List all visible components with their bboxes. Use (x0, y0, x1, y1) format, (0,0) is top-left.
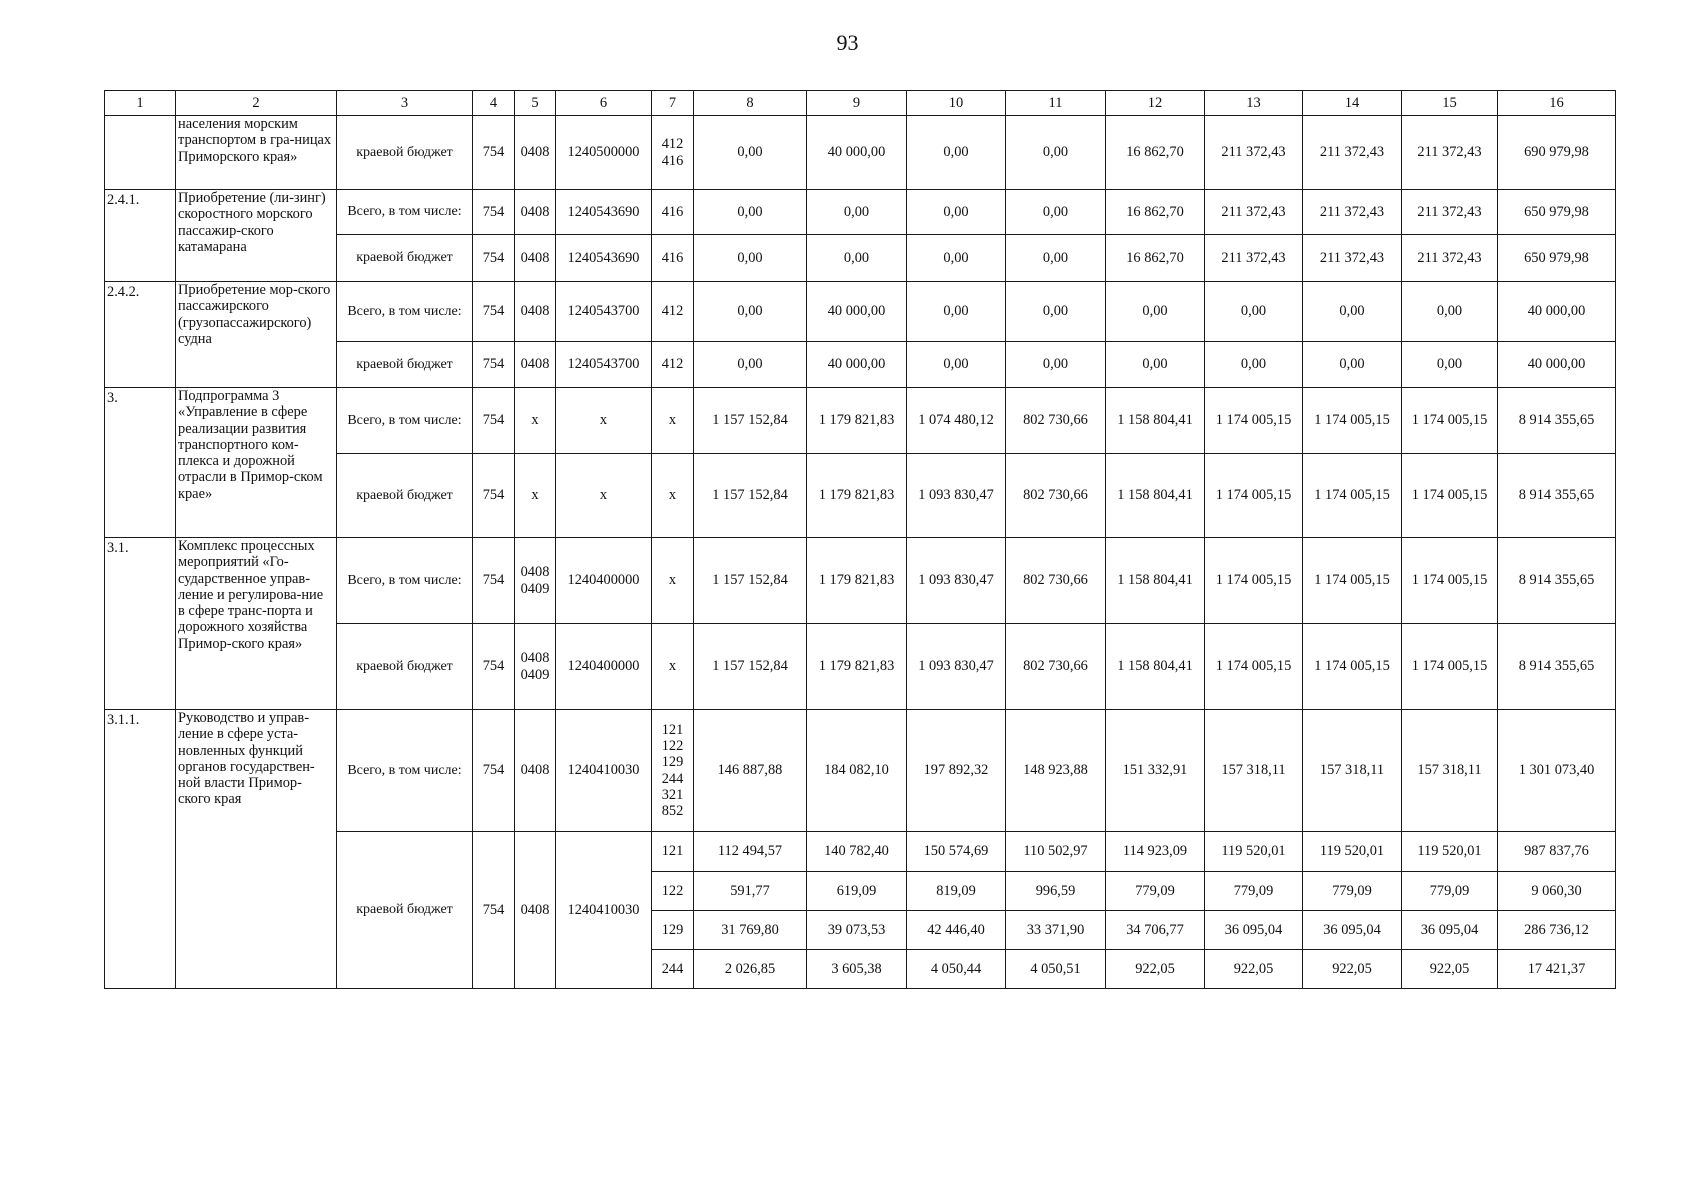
column-number: 5 (515, 91, 556, 116)
amount-cell: 0,00 (1006, 116, 1106, 190)
column-number: 13 (1205, 91, 1303, 116)
amount-cell: 40 000,00 (1498, 282, 1616, 342)
amount-cell: 1 157 152,84 (694, 454, 807, 538)
amount-cell: 1 174 005,15 (1402, 624, 1498, 710)
amount-cell: 1 179 821,83 (807, 454, 907, 538)
target-article-code: 1240543690 (556, 235, 652, 282)
section-code: 0408 (515, 710, 556, 832)
column-number: 4 (473, 91, 515, 116)
target-article-code: x (556, 388, 652, 454)
amount-cell: 16 862,70 (1106, 116, 1205, 190)
source-cell: Всего, в том числе: (337, 190, 473, 235)
amount-cell: 140 782,40 (807, 832, 907, 872)
grbs-code: 754 (473, 624, 515, 710)
amount-cell: 0,00 (907, 282, 1006, 342)
amount-cell: 0,00 (1205, 342, 1303, 388)
amount-cell: 1 301 073,40 (1498, 710, 1616, 832)
expense-type-code: 416 (652, 235, 694, 282)
source-cell: краевой бюджет (337, 235, 473, 282)
amount-cell: 0,00 (1402, 342, 1498, 388)
amount-cell: 1 174 005,15 (1402, 388, 1498, 454)
grbs-code: 754 (473, 235, 515, 282)
expense-type-code: x (652, 624, 694, 710)
row-name: Руководство и управ-ление в сфере уста-новленных функций органов государствен-ной власти Примор-ского края (176, 710, 337, 989)
amount-cell: 922,05 (1106, 950, 1205, 989)
row-name: Приобретение мор-ского пассажирского (грузопассажирского) судна (176, 282, 337, 388)
column-number-row (105, 91, 1616, 116)
source-cell: Всего, в том числе: (337, 710, 473, 832)
amount-cell: 34 706,77 (1106, 911, 1205, 950)
row-code: 3. (105, 388, 176, 538)
source-cell: Всего, в том числе: (337, 282, 473, 342)
amount-cell: 2 026,85 (694, 950, 807, 989)
amount-cell: 110 502,97 (1006, 832, 1106, 872)
amount-cell: 1 179 821,83 (807, 624, 907, 710)
column-number: 16 (1498, 91, 1616, 116)
amount-cell: 36 095,04 (1303, 911, 1402, 950)
amount-cell: 0,00 (1006, 190, 1106, 235)
amount-cell: 0,00 (907, 190, 1006, 235)
expense-type-code: 412 416 (652, 116, 694, 190)
expense-type-code: 412 (652, 342, 694, 388)
row-name: Комплекс процессных мероприятий «Го-сударственное управ-ление и регулирова-ние в сфере транс-порта и дорожного хозяйства Примор-ского края» (176, 538, 337, 710)
amount-cell: 39 073,53 (807, 911, 907, 950)
column-number: 7 (652, 91, 694, 116)
amount-cell: 996,59 (1006, 872, 1106, 911)
amount-cell: 1 174 005,15 (1402, 454, 1498, 538)
column-number: 2 (176, 91, 337, 116)
amount-cell: 36 095,04 (1402, 911, 1498, 950)
expense-type-code: 244 (652, 950, 694, 989)
expense-type-code: x (652, 538, 694, 624)
amount-cell: 1 158 804,41 (1106, 538, 1205, 624)
amount-cell: 17 421,37 (1498, 950, 1616, 989)
amount-cell: 286 736,12 (1498, 911, 1616, 950)
column-number: 14 (1303, 91, 1402, 116)
amount-cell: 1 093 830,47 (907, 624, 1006, 710)
amount-cell: 0,00 (907, 116, 1006, 190)
amount-cell: 1 174 005,15 (1402, 538, 1498, 624)
row-name: Подпрограмма 3 «Управление в сфере реализации развития транспортного ком-плекса и дорожной отрасли в Примор-ском крае» (176, 388, 337, 538)
row-name: Приобретение (ли-зинг) скоростного морского пассажир-ского катамарана (176, 190, 337, 282)
amount-cell: 779,09 (1402, 872, 1498, 911)
amount-cell: 0,00 (907, 235, 1006, 282)
row-code: 2.4.1. (105, 190, 176, 282)
amount-cell: 922,05 (1303, 950, 1402, 989)
section-code: 0408 (515, 235, 556, 282)
amount-cell: 40 000,00 (807, 282, 907, 342)
source-cell: краевой бюджет (337, 832, 473, 989)
amount-cell: 0,00 (694, 190, 807, 235)
amount-cell: 0,00 (1006, 282, 1106, 342)
section-code: 0408 0409 (515, 624, 556, 710)
column-number: 10 (907, 91, 1006, 116)
amount-cell: 1 074 480,12 (907, 388, 1006, 454)
target-article-code: 1240410030 (556, 710, 652, 832)
amount-cell: 16 862,70 (1106, 190, 1205, 235)
source-cell: Всего, в том числе: (337, 538, 473, 624)
amount-cell: 1 093 830,47 (907, 538, 1006, 624)
amount-cell: 211 372,43 (1303, 116, 1402, 190)
grbs-code: 754 (473, 116, 515, 190)
amount-cell: 650 979,98 (1498, 235, 1616, 282)
amount-cell: 40 000,00 (1498, 342, 1616, 388)
expense-type-code: 416 (652, 190, 694, 235)
amount-cell: 0,00 (1006, 342, 1106, 388)
table-row (105, 116, 1616, 190)
grbs-code: 754 (473, 832, 515, 989)
amount-cell: 150 574,69 (907, 832, 1006, 872)
amount-cell: 1 174 005,15 (1205, 454, 1303, 538)
source-cell: краевой бюджет (337, 624, 473, 710)
grbs-code: 754 (473, 282, 515, 342)
amount-cell: 1 174 005,15 (1205, 538, 1303, 624)
section-code: 0408 (515, 282, 556, 342)
amount-cell: 1 174 005,15 (1205, 388, 1303, 454)
amount-cell: 779,09 (1303, 872, 1402, 911)
amount-cell: 119 520,01 (1205, 832, 1303, 872)
amount-cell: 0,00 (1106, 342, 1205, 388)
amount-cell: 0,00 (1303, 342, 1402, 388)
column-number: 11 (1006, 91, 1106, 116)
amount-cell: 1 158 804,41 (1106, 454, 1205, 538)
section-code: x (515, 454, 556, 538)
amount-cell: 151 332,91 (1106, 710, 1205, 832)
amount-cell: 802 730,66 (1006, 388, 1106, 454)
amount-cell: 8 914 355,65 (1498, 454, 1616, 538)
grbs-code: 754 (473, 388, 515, 454)
source-cell: Всего, в том числе: (337, 388, 473, 454)
amount-cell: 1 158 804,41 (1106, 624, 1205, 710)
amount-cell: 0,00 (694, 342, 807, 388)
amount-cell: 40 000,00 (807, 116, 907, 190)
amount-cell: 650 979,98 (1498, 190, 1616, 235)
amount-cell: 1 179 821,83 (807, 388, 907, 454)
amount-cell: 0,00 (1106, 282, 1205, 342)
amount-cell: 3 605,38 (807, 950, 907, 989)
amount-cell: 802 730,66 (1006, 454, 1106, 538)
amount-cell: 591,77 (694, 872, 807, 911)
amount-cell: 619,09 (807, 872, 907, 911)
grbs-code: 754 (473, 342, 515, 388)
target-article-code: 1240543700 (556, 282, 652, 342)
amount-cell: 148 923,88 (1006, 710, 1106, 832)
amount-cell: 157 318,11 (1402, 710, 1498, 832)
budget-table (104, 90, 1616, 989)
amount-cell: 119 520,01 (1402, 832, 1498, 872)
row-code: 2.4.2. (105, 282, 176, 388)
expense-type-code: 121 (652, 832, 694, 872)
amount-cell: 987 837,76 (1498, 832, 1616, 872)
expense-type-code: 412 (652, 282, 694, 342)
row-code (105, 116, 176, 190)
target-article-code: 1240400000 (556, 538, 652, 624)
amount-cell: 0,00 (1205, 282, 1303, 342)
amount-cell: 184 082,10 (807, 710, 907, 832)
expense-type-code: x (652, 454, 694, 538)
amount-cell: 211 372,43 (1303, 235, 1402, 282)
amount-cell: 0,00 (1006, 235, 1106, 282)
amount-cell: 211 372,43 (1205, 235, 1303, 282)
amount-cell: 211 372,43 (1402, 235, 1498, 282)
amount-cell: 1 174 005,15 (1303, 454, 1402, 538)
row-code: 3.1.1. (105, 710, 176, 989)
amount-cell: 8 914 355,65 (1498, 538, 1616, 624)
amount-cell: 0,00 (907, 342, 1006, 388)
amount-cell: 211 372,43 (1402, 116, 1498, 190)
table-row (105, 282, 1616, 342)
grbs-code: 754 (473, 454, 515, 538)
amount-cell: 119 520,01 (1303, 832, 1402, 872)
amount-cell: 36 095,04 (1205, 911, 1303, 950)
source-cell: краевой бюджет (337, 342, 473, 388)
target-article-code: x (556, 454, 652, 538)
table-row (105, 190, 1616, 235)
amount-cell: 1 174 005,15 (1303, 624, 1402, 710)
amount-cell: 157 318,11 (1205, 710, 1303, 832)
amount-cell: 779,09 (1106, 872, 1205, 911)
row-name: населения морским транспортом в гра-ницах Приморского края» (176, 116, 337, 190)
column-number: 3 (337, 91, 473, 116)
amount-cell: 0,00 (694, 282, 807, 342)
expense-type-code: 129 (652, 911, 694, 950)
column-number: 15 (1402, 91, 1498, 116)
row-code: 3.1. (105, 538, 176, 710)
section-code: 0408 (515, 190, 556, 235)
amount-cell: 4 050,51 (1006, 950, 1106, 989)
target-article-code: 1240543700 (556, 342, 652, 388)
amount-cell: 0,00 (1402, 282, 1498, 342)
amount-cell: 4 050,44 (907, 950, 1006, 989)
amount-cell: 922,05 (1402, 950, 1498, 989)
amount-cell: 8 914 355,65 (1498, 624, 1616, 710)
amount-cell: 211 372,43 (1303, 190, 1402, 235)
target-article-code: 1240400000 (556, 624, 652, 710)
section-code: 0408 (515, 832, 556, 989)
amount-cell: 0,00 (694, 235, 807, 282)
column-number: 9 (807, 91, 907, 116)
table-row (105, 710, 1616, 832)
amount-cell: 1 093 830,47 (907, 454, 1006, 538)
amount-cell: 1 174 005,15 (1205, 624, 1303, 710)
section-code: 0408 (515, 116, 556, 190)
amount-cell: 1 158 804,41 (1106, 388, 1205, 454)
table-row (105, 538, 1616, 624)
amount-cell: 40 000,00 (807, 342, 907, 388)
amount-cell: 802 730,66 (1006, 538, 1106, 624)
amount-cell: 9 060,30 (1498, 872, 1616, 911)
amount-cell: 211 372,43 (1205, 190, 1303, 235)
amount-cell: 0,00 (1303, 282, 1402, 342)
amount-cell: 211 372,43 (1205, 116, 1303, 190)
amount-cell: 16 862,70 (1106, 235, 1205, 282)
amount-cell: 8 914 355,65 (1498, 388, 1616, 454)
column-number: 8 (694, 91, 807, 116)
table-row (105, 388, 1616, 454)
expense-type-code: 122 (652, 872, 694, 911)
expense-type-code: 121 122 129 244 321 852 (652, 710, 694, 832)
amount-cell: 31 769,80 (694, 911, 807, 950)
page-number: 93 (836, 30, 859, 55)
section-code: 0408 0409 (515, 538, 556, 624)
section-code: x (515, 388, 556, 454)
amount-cell: 0,00 (807, 235, 907, 282)
amount-cell: 1 157 152,84 (694, 538, 807, 624)
grbs-code: 754 (473, 538, 515, 624)
amount-cell: 211 372,43 (1402, 190, 1498, 235)
amount-cell: 42 446,40 (907, 911, 1006, 950)
amount-cell: 112 494,57 (694, 832, 807, 872)
amount-cell: 33 371,90 (1006, 911, 1106, 950)
column-number: 6 (556, 91, 652, 116)
amount-cell: 146 887,88 (694, 710, 807, 832)
target-article-code: 1240500000 (556, 116, 652, 190)
target-article-code: 1240410030 (556, 832, 652, 989)
source-cell: краевой бюджет (337, 116, 473, 190)
amount-cell: 1 157 152,84 (694, 388, 807, 454)
column-number: 1 (105, 91, 176, 116)
amount-cell: 922,05 (1205, 950, 1303, 989)
column-number: 12 (1106, 91, 1205, 116)
amount-cell: 690 979,98 (1498, 116, 1616, 190)
source-cell: краевой бюджет (337, 454, 473, 538)
amount-cell: 1 174 005,15 (1303, 388, 1402, 454)
amount-cell: 802 730,66 (1006, 624, 1106, 710)
amount-cell: 157 318,11 (1303, 710, 1402, 832)
amount-cell: 1 179 821,83 (807, 538, 907, 624)
grbs-code: 754 (473, 710, 515, 832)
amount-cell: 0,00 (694, 116, 807, 190)
amount-cell: 114 923,09 (1106, 832, 1205, 872)
amount-cell: 1 174 005,15 (1303, 538, 1402, 624)
section-code: 0408 (515, 342, 556, 388)
amount-cell: 819,09 (907, 872, 1006, 911)
amount-cell: 197 892,32 (907, 710, 1006, 832)
target-article-code: 1240543690 (556, 190, 652, 235)
grbs-code: 754 (473, 190, 515, 235)
amount-cell: 1 157 152,84 (694, 624, 807, 710)
expense-type-code: x (652, 388, 694, 454)
amount-cell: 0,00 (807, 190, 907, 235)
amount-cell: 779,09 (1205, 872, 1303, 911)
